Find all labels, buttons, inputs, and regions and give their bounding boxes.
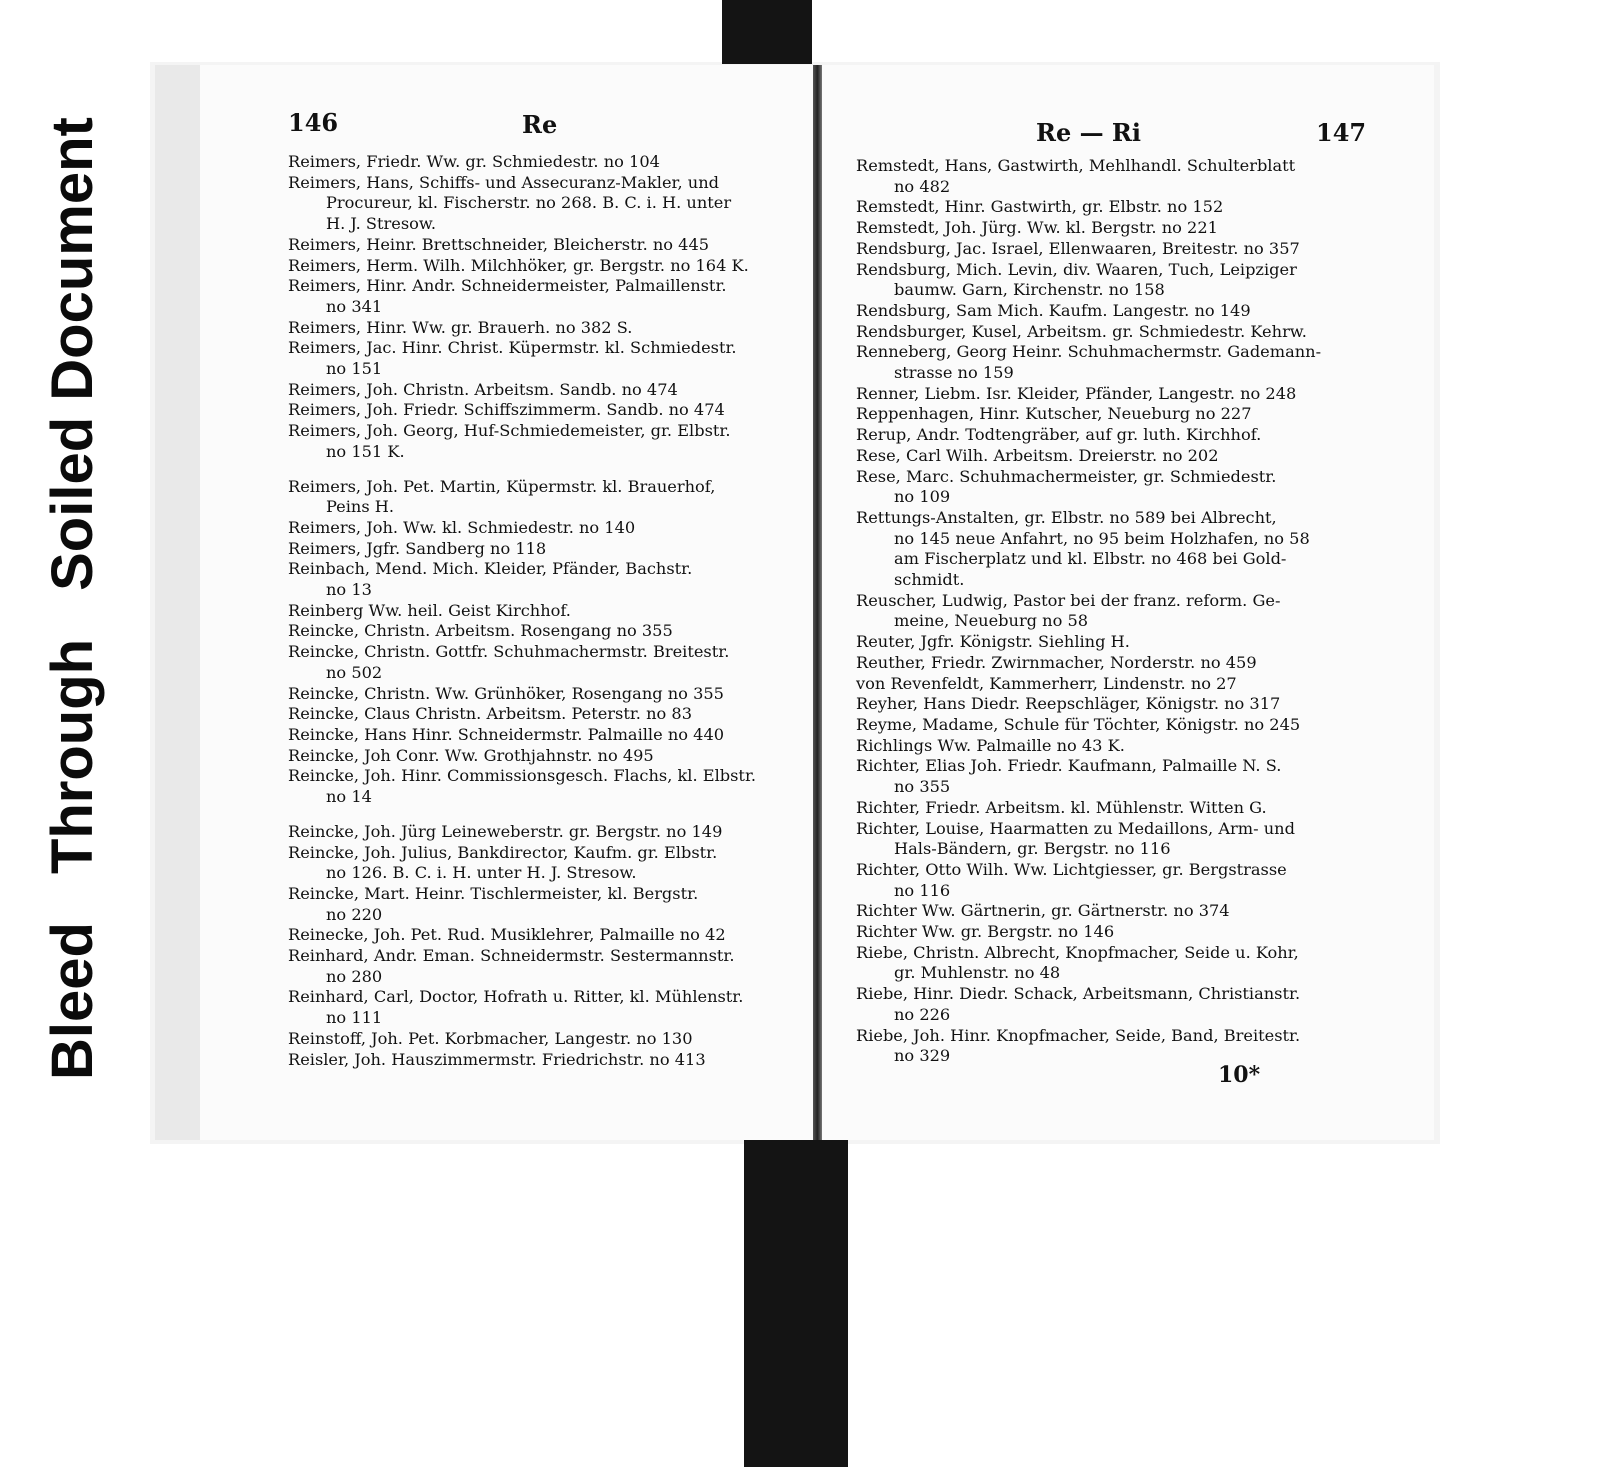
entry-line: Remstedt, Joh. Jürg. Ww. kl. Bergstr. no 221 [856,218,1218,238]
entry-line: Riebe, Hinr. Diedr. Schack, Arbeitsmann, Christianstr. [856,984,1301,1004]
directory-entry [856,446,1321,467]
entry-line: Reincke, Joh. Hinr. Commissionsgesch. Flachs, kl. Elbstr. [288,766,757,786]
directory-entry [288,621,756,642]
entry-continuation: Procureur, kl. Fischerstr. no 268. B. C. i. H. unter [326,193,732,213]
entry-continuation: no 226 [894,1004,951,1024]
entry-line: Reimers, Joh. Christn. Arbeitsm. Sandb. no 474 [288,379,678,399]
entry-line: Reimers, Hinr. Andr. Schneidermeister, Palmaillenstr. [288,276,727,296]
directory-entry [288,925,756,946]
directory-entry [288,276,756,317]
entry-line: Renner, Liebm. Isr. Kleider, Pfänder, Langestr. no 248 [856,383,1297,403]
directory-entry [288,884,756,925]
entry-line: Richlings Ww. Palmaille no 43 K. [856,735,1125,755]
directory-entry [288,601,756,622]
entry-line: Rendsburger, Kusel, Arbeitsm. gr. Schmiedestr. Kehrw. [856,321,1307,341]
entry-line: Reimers, Joh. Georg, Huf-Schmiedemeister, gr. Elbstr. [288,421,731,441]
entry-line: Reimers, Joh. Pet. Martin, Küpermstr. kl. Brauerhof, [288,476,716,496]
entry-line: Reisler, Joh. Hauszimmermstr. Friedrichstr. no 413 [288,1049,706,1069]
directory-entry [856,197,1321,218]
entry-line: Reimers, Hans, Schiffs- und Assecuranz-Makler, und [288,172,719,192]
entry-line: von Revenfeldt, Kammerherr, Lindenstr. no 27 [856,673,1237,693]
entry-line: Reuther, Friedr. Zwirnmacher, Norderstr. no 459 [856,652,1257,672]
side-label-bleed: Bleed [40,922,105,1080]
entry-line: Reimers, Jgfr. Sandberg no 118 [288,538,547,558]
book-spine [813,65,822,1140]
entry-continuation: H. J. Stresow. [326,214,436,234]
entry-line: Richter, Otto Wilh. Ww. Lichtgiesser, gr. Bergstrasse [856,859,1287,879]
directory-entry [856,591,1321,632]
entry-line: Reincke, Christn. Arbeitsm. Rosengang no 355 [288,621,673,641]
left-page-number: 146 [288,108,339,137]
entry-line: Remstedt, Hans, Gastwirth, Mehlhandl. Schulterblatt [856,156,1296,175]
right-page-number: 147 [1316,118,1367,147]
entry-line: Reimers, Herm. Wilh. Milchhöker, gr. Bergstr. no 164 K. [288,255,749,275]
entry-line: Richter, Elias Joh. Friedr. Kaufmann, Palmaille N. S. [856,756,1282,776]
entry-continuation: no 280 [326,966,383,986]
right-entry-list [856,156,1321,1067]
entry-line: Remstedt, Hinr. Gastwirth, gr. Elbstr. no 152 [856,197,1224,217]
entry-line: Reimers, Jac. Hinr. Christ. Küpermstr. kl. Schmiedestr. [288,338,737,358]
entry-continuation: no 151 [326,359,383,379]
entry-line: Rendsburg, Jac. Israel, Ellenwaaren, Breitestr. no 357 [856,238,1300,258]
entry-line: Reincke, Joh. Jürg Leineweberstr. gr. Bergstr. no 149 [288,821,723,841]
entry-line: Rendsburg, Sam Mich. Kaufm. Langestr. no 149 [856,300,1251,320]
directory-entry [288,987,756,1028]
directory-entry [856,860,1321,901]
entry-continuation: Peins H. [326,497,395,517]
directory-entry [856,342,1321,383]
directory-entry [288,380,756,401]
entry-line: Richter, Louise, Haarmatten zu Medaillons, Arm- und [856,818,1295,838]
entry-line: Reimers, Friedr. Ww. gr. Schmiedestr. no 104 [288,152,660,171]
directory-entry [288,338,756,379]
directory-entry [288,539,756,560]
directory-entry [288,642,756,683]
left-page-header: Re [522,110,558,139]
directory-entry [288,173,756,235]
entry-continuation: no 14 [326,787,372,807]
directory-entry [856,694,1321,715]
directory-entry [856,322,1321,343]
right-page-header: Re — Ri [1036,118,1141,147]
entry-continuation: no 116 [894,880,951,900]
entry-line: Reimers, Hinr. Ww. gr. Brauerh. no 382 S. [288,317,633,337]
entry-continuation: baumw. Garn, Kirchenstr. no 158 [894,280,1165,300]
entry-line: Reincke, Christn. Gottfr. Schuhmachermstr. Breitestr. [288,642,730,662]
directory-entry [288,400,756,421]
entry-line: Reinstoff, Joh. Pet. Korbmacher, Langestr. no 130 [288,1028,693,1048]
entry-line: Richter Ww. Gärtnerin, gr. Gärtnerstr. no 374 [856,901,1230,921]
left-entry-list [288,152,756,1070]
directory-entry [288,477,756,518]
directory-entry [856,798,1321,819]
directory-entry [288,725,756,746]
entry-line: Reincke, Joh Conr. Ww. Grothjahnstr. no 495 [288,745,654,765]
entry-line: Richter, Friedr. Arbeitsm. kl. Mühlenstr. Witten G. [856,797,1267,817]
entry-line: Reincke, Joh. Julius, Bankdirector, Kaufm. gr. Elbstr. [288,842,718,862]
entry-line: Reimers, Joh. Ww. kl. Schmiedestr. no 140 [288,517,636,537]
entry-continuation: no 502 [326,662,383,682]
directory-entry [856,218,1321,239]
entry-continuation: no 329 [894,1046,951,1066]
entry-continuation: no 341 [326,296,383,316]
footer-signature-mark: 10* [1218,1062,1261,1088]
entry-line: Reimers, Heinr. Brettschneider, Bleicherstr. no 445 [288,234,710,254]
directory-entry [856,239,1321,260]
entry-continuation: am Fischerplatz und kl. Elbstr. no 468 bei Gold- [894,549,1287,569]
entry-line: Reinberg Ww. heil. Geist Kirchhof. [288,600,571,620]
directory-entry [288,318,756,339]
entry-continuation: no 13 [326,580,372,600]
directory-entry [856,404,1321,425]
directory-entry [288,256,756,277]
directory-entry [288,1029,756,1050]
entry-continuation: gr. Muhlenstr. no 48 [894,963,1061,983]
entry-line: Reinbach, Mend. Mich. Kleider, Pfänder, Bachstr. [288,559,693,579]
directory-entry [288,518,756,539]
entry-continuation: no 111 [326,1008,383,1028]
entry-continuation: meine, Neueburg no 58 [894,611,1089,631]
directory-entry [288,746,756,767]
entry-line: Reimers, Joh. Friedr. Schiffszimmerm. Sandb. no 474 [288,400,725,420]
directory-entry [856,715,1321,736]
directory-entry [856,156,1321,197]
directory-entry [288,704,756,725]
directory-entry [288,766,756,807]
directory-entry [856,901,1321,922]
entry-line: Riebe, Christn. Albrecht, Knopfmacher, Seide u. Kohr, [856,942,1299,962]
directory-entry [856,1026,1321,1067]
directory-entry [288,843,756,884]
directory-entry [856,260,1321,301]
entry-continuation: no 126. B. C. i. H. unter H. J. Stresow. [326,863,637,883]
entry-continuation: no 355 [894,777,951,797]
directory-entry [856,674,1321,695]
entry-line: Reincke, Christn. Ww. Grünhöker, Rosengang no 355 [288,683,724,703]
entry-line: Rendsburg, Mich. Levin, div. Waaren, Tuch, Leipziger [856,259,1297,279]
side-label-soiled: Soiled Document [40,117,105,591]
directory-entry [856,425,1321,446]
entry-line: Reinecke, Joh. Pet. Rud. Musiklehrer, Palmaille no 42 [288,925,726,945]
entry-line: Reinhard, Andr. Eman. Schneidermstr. Sestermannstr. [288,946,735,966]
entry-line: Renneberg, Georg Heinr. Schuhmachermstr. Gademann- [856,342,1322,362]
directory-entry [856,632,1321,653]
entry-line: Rettungs-Anstalten, gr. Elbstr. no 589 bei Albrecht, [856,507,1277,527]
directory-entry [288,946,756,987]
directory-entry [288,152,756,173]
entry-continuation: no 482 [894,176,951,196]
side-label-through: Through [40,638,105,875]
directory-entry [856,653,1321,674]
directory-entry [856,819,1321,860]
entry-line: Rerup, Andr. Todtengräber, auf gr. luth. Kirchhof. [856,425,1262,445]
entry-continuation: Hals-Bändern, gr. Bergstr. no 116 [894,839,1171,859]
directory-entry [856,943,1321,984]
directory-entry [288,684,756,705]
directory-entry [288,1050,756,1071]
entry-line: Reincke, Hans Hinr. Schneidermstr. Palmaille no 440 [288,724,725,744]
entry-line: Reyme, Madame, Schule für Töchter, Königstr. no 245 [856,714,1301,734]
entry-line: Reppenhagen, Hinr. Kutscher, Neueburg no 227 [856,404,1252,424]
directory-entry [856,984,1321,1025]
binding-tab-top [722,0,812,64]
directory-entry [288,235,756,256]
entry-continuation: no 145 neue Anfahrt, no 95 beim Holzhafen, no 58 [894,528,1310,548]
directory-entry [856,736,1321,757]
directory-entry [856,301,1321,322]
entry-line: Reincke, Claus Christn. Arbeitsm. Peterstr. no 83 [288,704,693,724]
entry-line: Reuscher, Ludwig, Pastor bei der franz. reform. Ge- [856,590,1281,610]
entry-continuation: no 109 [894,487,951,507]
entry-line: Reyher, Hans Diedr. Reepschläger, Königstr. no 317 [856,694,1281,714]
directory-entry [856,922,1321,943]
entry-line: Reuter, Jgfr. Königstr. Siehling H. [856,632,1130,652]
binding-tab-bottom [744,1138,848,1467]
entry-line: Rese, Carl Wilh. Arbeitsm. Dreierstr. no 202 [856,445,1219,465]
directory-entry [856,467,1321,508]
entry-continuation: schmidt. [894,570,965,590]
directory-entry [288,421,756,462]
entry-line: Reinhard, Carl, Doctor, Hofrath u. Ritter, kl. Mühlenstr. [288,987,744,1007]
entry-line: Richter Ww. gr. Bergstr. no 146 [856,922,1115,942]
directory-entry [288,822,756,843]
entry-line: Riebe, Joh. Hinr. Knopfmacher, Seide, Band, Breitestr. [856,1025,1301,1045]
directory-entry [856,756,1321,797]
entry-line: Rese, Marc. Schuhmachermeister, gr. Schmiedestr. [856,466,1277,486]
directory-entry [856,508,1321,591]
side-label [28,60,118,1080]
entry-line: Reincke, Mart. Heinr. Tischlermeister, kl. Bergstr. [288,883,699,903]
entry-continuation: no 220 [326,904,383,924]
entry-continuation: no 151 K. [326,441,405,461]
directory-entry [288,559,756,600]
entry-continuation: strasse no 159 [894,363,1014,383]
directory-entry [856,384,1321,405]
